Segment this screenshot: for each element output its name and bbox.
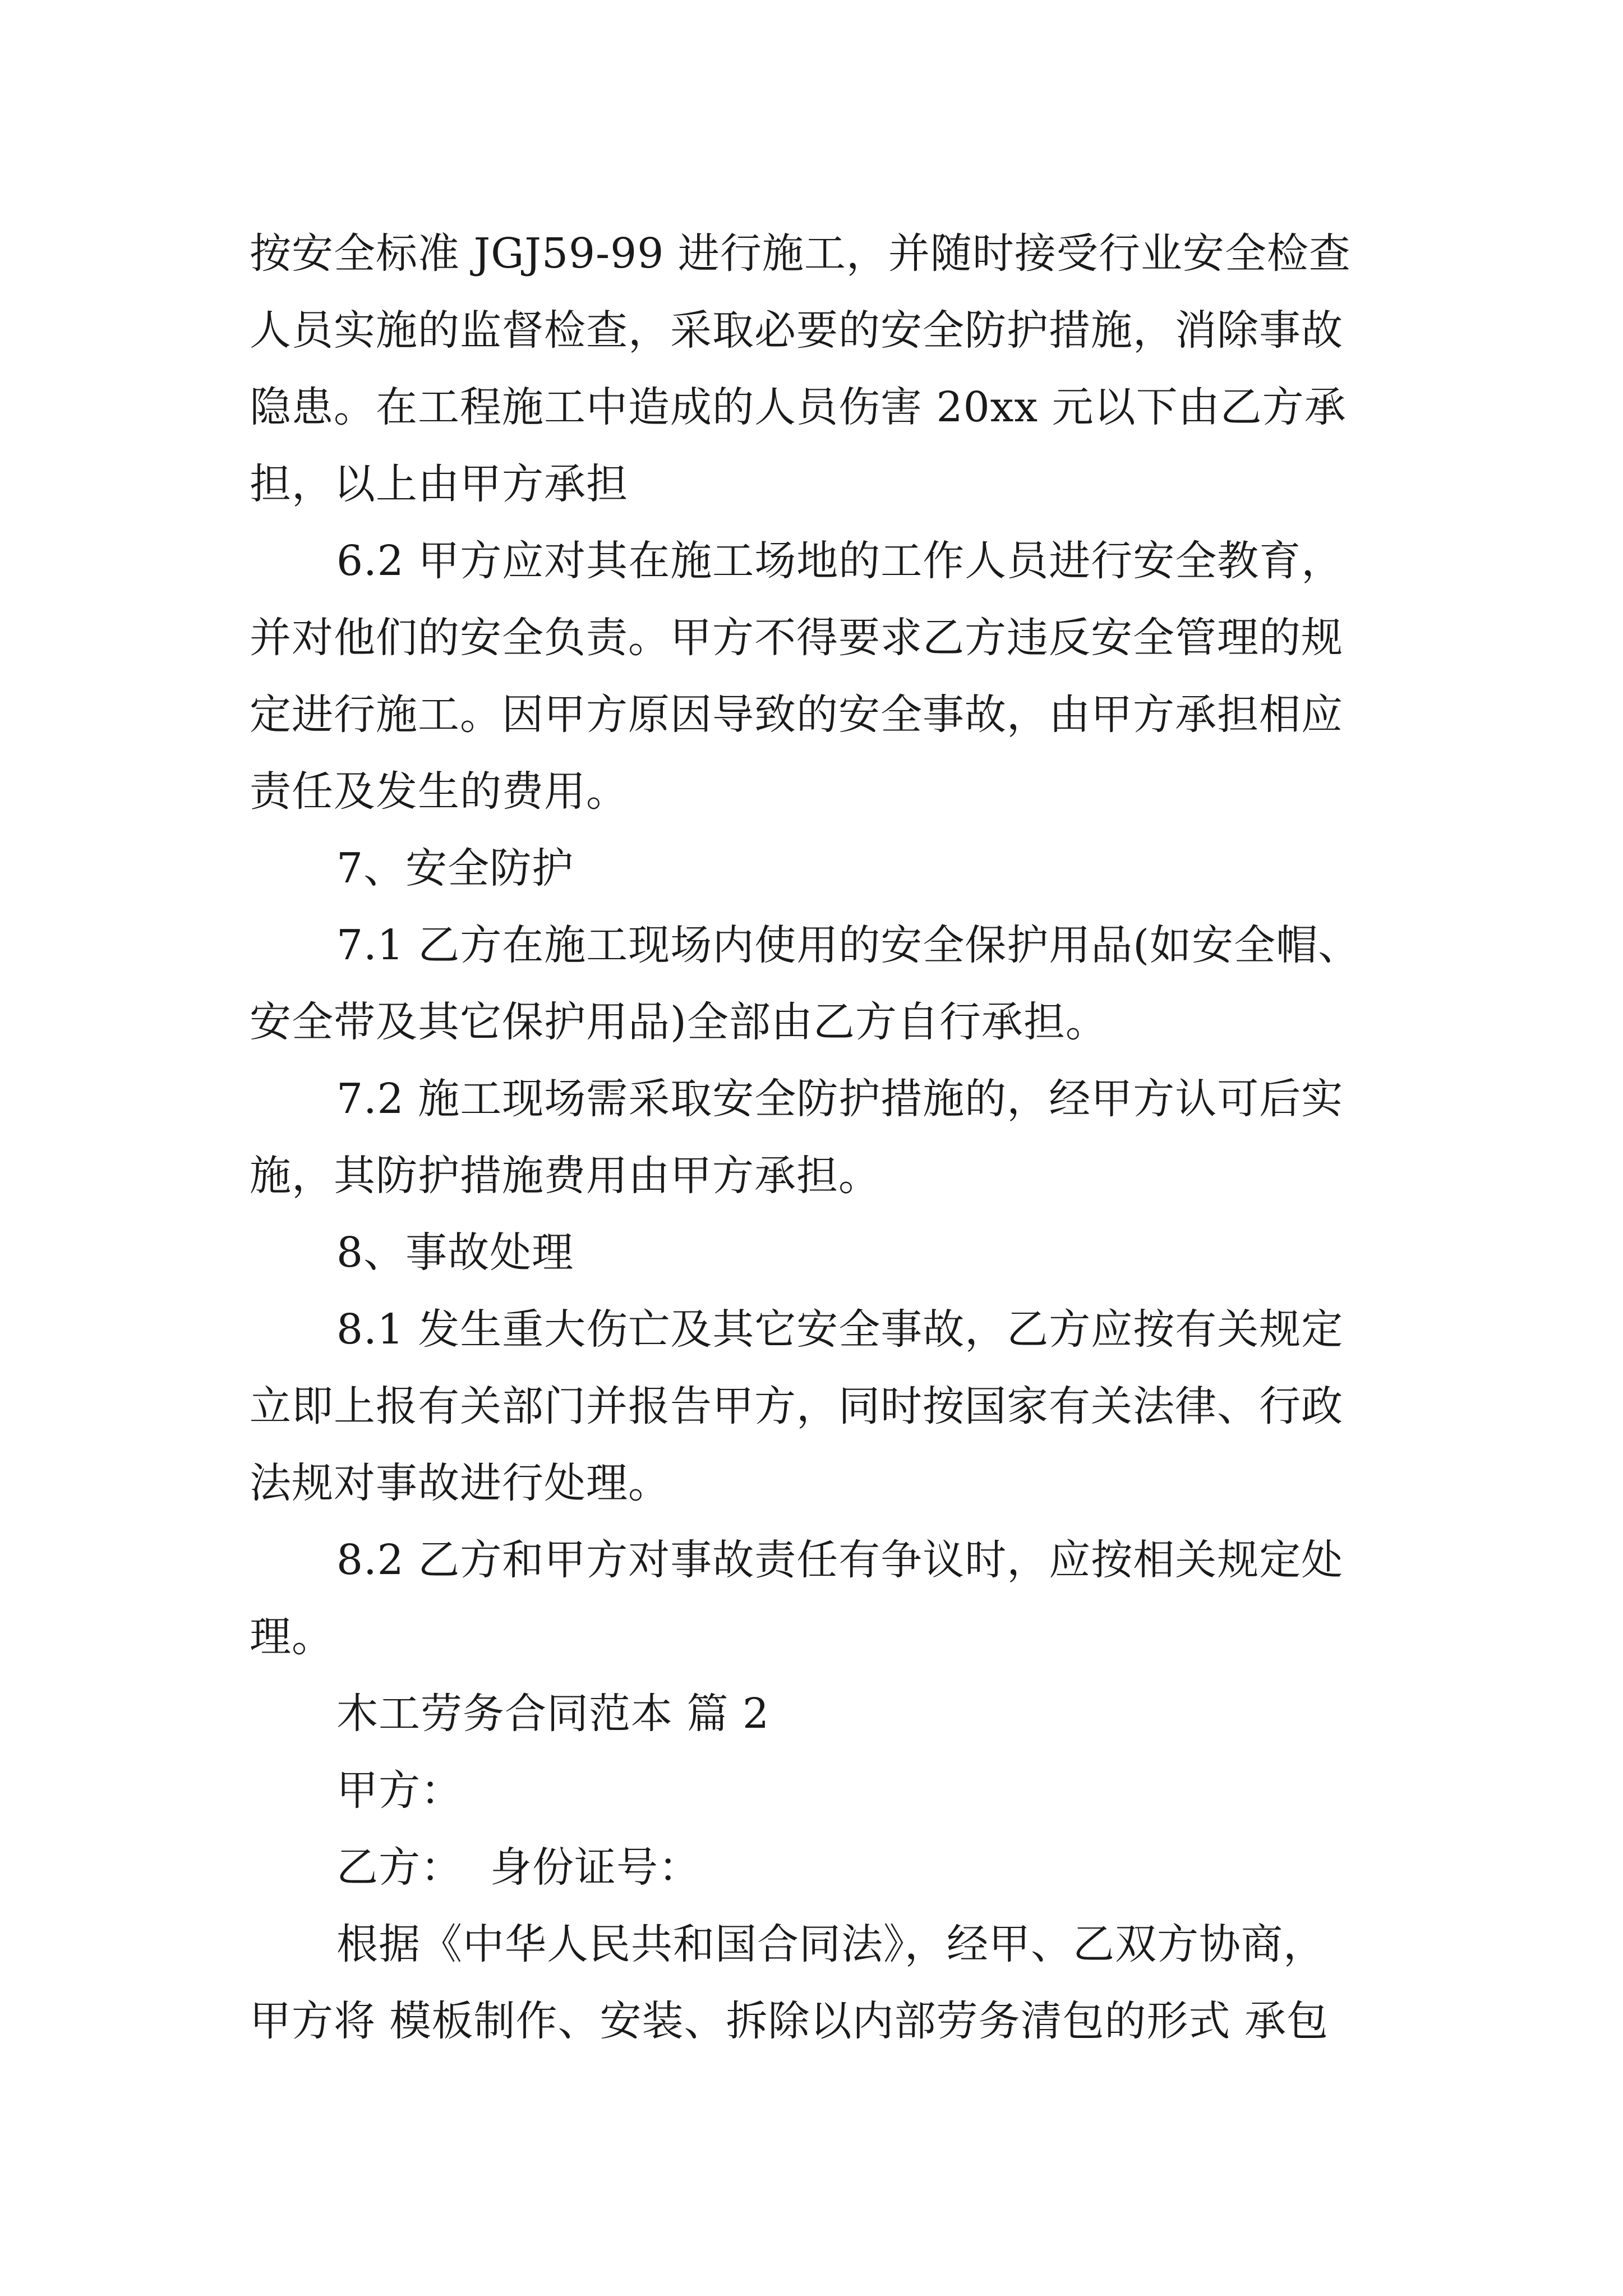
text-line: 8.1 发生重大伤亡及其它安全事故，乙方应按有关规定 — [336, 1305, 1344, 1354]
text-line: 甲方将 模板制作、安装、拆除以内部劳务清包的形式 承包 — [250, 1997, 1329, 2045]
text-line: 责任及发生的费用。 — [250, 767, 628, 816]
text-line: 隐患。在工程施工中造成的人员伤害 20xx 元以下由乙方承 — [250, 383, 1347, 431]
text-line: 定进行施工。因甲方原因导致的安全事故，由甲方承担相应 — [250, 691, 1343, 739]
text-line: 安全带及其它保护用品)全部由乙方自行承担。 — [250, 998, 1108, 1046]
text-line: 施，其防护措施费用由甲方承担。 — [250, 1152, 880, 1200]
section-heading: 8、事故处理 — [336, 1228, 574, 1277]
text-line: 6.2 甲方应对其在施工场地的工作人员进行安全教育， — [336, 537, 1344, 585]
text-line: 人员实施的监督检查，采取必要的安全防护措施，消除事故 — [250, 306, 1343, 355]
text-line: 按安全标准 JGJ59-99 进行施工，并随时接受行业安全检查 — [250, 229, 1351, 278]
text-line: 根据《中华人民共和国合同法》，经甲、乙双方协商， — [336, 1920, 1325, 1968]
party-a-label: 甲方： — [336, 1766, 463, 1815]
text-line: 担，以上由甲方承担 — [250, 460, 628, 508]
text-line: 7.2 施工现场需采取安全防护措施的，经甲方认可后实 — [336, 1075, 1344, 1123]
text-line: 法规对事故进行处理。 — [250, 1459, 670, 1507]
document-title: 木工劳务合同范本 篇 2 — [336, 1690, 770, 1738]
document-body — [250, 215, 1394, 2060]
party-b-label: 乙方： 身份证号： — [336, 1843, 701, 1892]
section-heading: 7、安全防护 — [336, 844, 574, 892]
text-line: 立即上报有关部门并报告甲方，同时按国家有关法律、行政 — [250, 1382, 1343, 1430]
text-line: 并对他们的安全负责。甲方不得要求乙方违反安全管理的规 — [250, 614, 1343, 662]
text-line: 7.1 乙方在施工现场内使用的安全保护用品(如安全帽、 — [336, 921, 1361, 969]
text-line: 8.2 乙方和甲方对事故责任有争议时，应按相关规定处 — [336, 1536, 1344, 1584]
text-line: 理。 — [250, 1613, 334, 1661]
